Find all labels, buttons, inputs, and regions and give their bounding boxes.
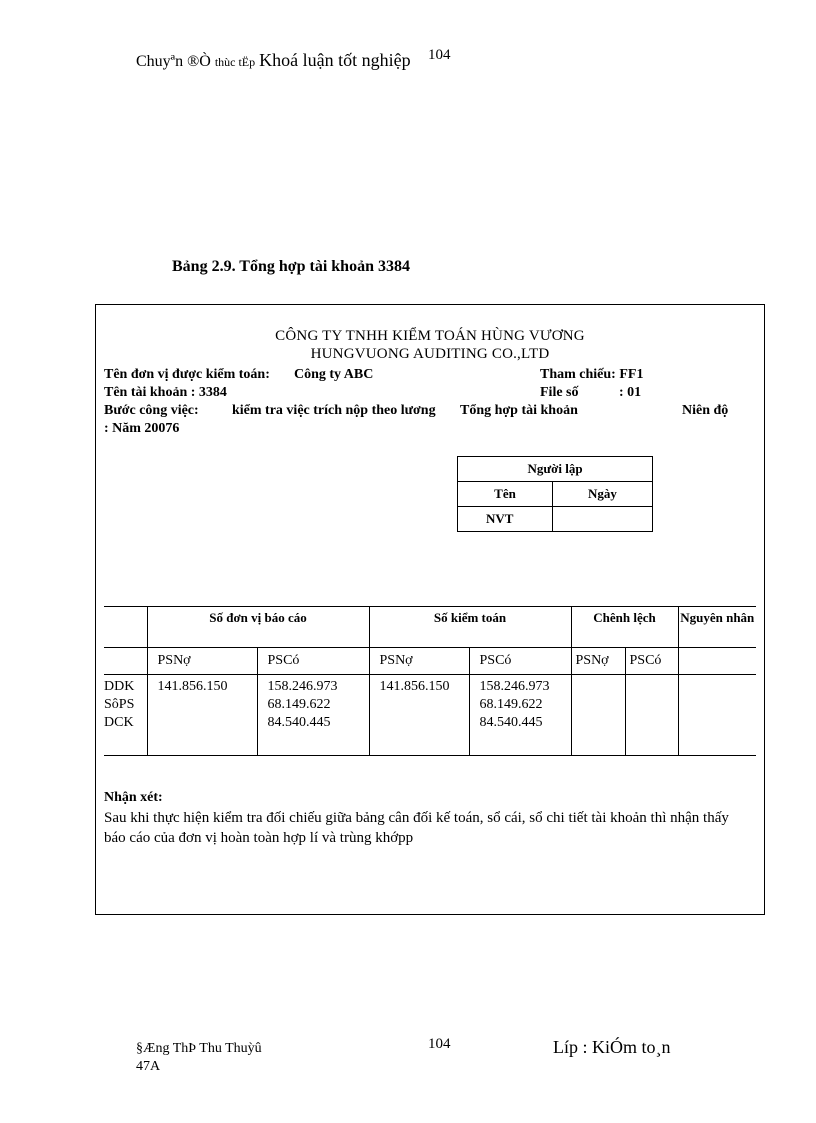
row-label-ddk: DDK <box>104 679 135 694</box>
remarks-text: Sau khi thực hiện kiểm tra đối chiếu giữa bảng cân đối kế toán, sổ cái, sổ chi tiết tài khoản thì nhận thấy báo cáo của đơn vị hoàn toàn hợp lí và trùng khớpp <box>104 810 729 846</box>
header-thesis: Khoá luận tốt nghiệp <box>259 50 411 70</box>
reported-credit-dck: 84.540.445 <box>267 715 331 730</box>
preparer-title: Người lập <box>458 457 653 482</box>
subheader-reported-debit: PSNợ <box>147 648 257 675</box>
preparer-col-name: Tên <box>458 482 553 507</box>
preparer-name: NVT <box>458 507 553 532</box>
header-thuc-tap: thùc tËp <box>214 55 256 69</box>
fiscal-year: : Năm 20076 <box>104 421 180 436</box>
row-label-dck: DCK <box>104 715 134 730</box>
subheader-reason <box>678 648 756 675</box>
account-name: Tên tài khoản : 3384 <box>104 385 227 400</box>
reported-debit-value: 141.856.150 <box>157 679 228 694</box>
header-reported: Số đơn vị báo cáo <box>147 607 369 648</box>
step-summary: Tổng hợp tài khoản <box>460 403 578 418</box>
row-label-sops: SôPS <box>104 697 135 712</box>
reported-credit-ddk: 158.246.973 <box>267 679 338 694</box>
step-label: Bước công việc: <box>104 403 199 418</box>
subheader-diff-credit: PSCó <box>625 648 678 675</box>
audited-credit-cell <box>469 675 571 756</box>
company-name-en: HUNGVUONG AUDITING CO.,LTD <box>310 346 550 362</box>
diff-credit-cell <box>625 675 678 756</box>
header-difference: Chênh lệch <box>571 607 678 648</box>
reported-credit-sops: 68.149.622 <box>267 697 331 712</box>
subheader-audited-credit: PSCó <box>469 648 571 675</box>
diff-debit-cell <box>571 675 625 756</box>
table-caption: Bảng 2.9. Tổng hợp tài khoản 3384 <box>172 258 410 275</box>
unit-label: Tên đơn vị được kiểm toán: <box>104 367 270 382</box>
footer-class-code: 47A <box>136 1059 161 1074</box>
unit-value: Công ty ABC <box>294 367 374 382</box>
reported-credit-cell <box>257 675 369 756</box>
header-de: ®Ò <box>187 53 211 70</box>
audited-debit-value: 141.856.150 <box>379 679 450 694</box>
header-reason: Nguyên nhân <box>678 607 756 648</box>
footer-author <box>136 1040 336 1076</box>
reason-cell <box>678 675 756 756</box>
preparer-col-date: Ngày <box>553 482 653 507</box>
reported-debit-cell <box>147 675 257 756</box>
account-summary-table <box>104 606 756 756</box>
audited-credit-ddk: 158.246.973 <box>479 679 550 694</box>
header-audited: Số kiểm toán <box>369 607 571 648</box>
header-blank <box>104 607 147 648</box>
remarks-label: Nhận xét: <box>104 790 163 805</box>
header-page-number: 104 <box>428 47 451 63</box>
reference: Tham chiếu: FF1 <box>540 367 644 382</box>
footer-class-label: Líp : KiÓm to¸n <box>553 1037 671 1057</box>
file-value: : 01 <box>619 385 642 400</box>
company-name-vn: CÔNG TY TNHH KIỂM TOÁN HÙNG VƯƠNG <box>275 328 585 344</box>
footer-author-suffix: û <box>254 1041 262 1056</box>
subheader-blank <box>104 648 147 675</box>
table-row <box>104 675 756 756</box>
subheader-diff-debit: PSNợ <box>571 648 625 675</box>
preparer-table <box>457 456 653 532</box>
file-label: File số <box>540 385 579 400</box>
header-chuyen: Chuyªn <box>136 53 184 70</box>
footer-author-name: §Æng ThÞ Thu Thuỳ <box>136 1041 255 1056</box>
step-value: kiểm tra việc trích nộp theo lương <box>232 403 436 418</box>
audited-debit-cell <box>369 675 469 756</box>
preparer-date <box>553 507 653 532</box>
row-labels <box>104 675 147 756</box>
subheader-audited-debit: PSNợ <box>369 648 469 675</box>
audited-credit-sops: 68.149.622 <box>479 697 543 712</box>
footer-page-number: 104 <box>428 1036 451 1052</box>
working-paper <box>95 304 765 915</box>
page-header <box>136 47 451 71</box>
audited-credit-dck: 84.540.445 <box>479 715 543 730</box>
subheader-reported-credit: PSCó <box>257 648 369 675</box>
fiscal-period-label: Niên độ <box>682 403 729 418</box>
